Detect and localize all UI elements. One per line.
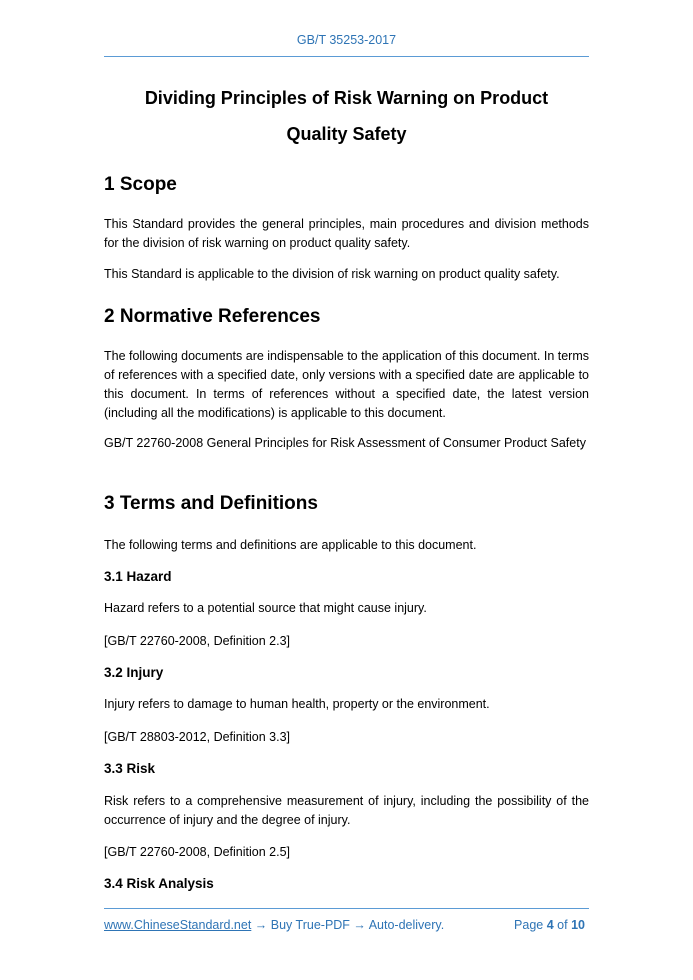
term-definition-injury: Injury refers to damage to human health, property or the environment. [104,697,490,711]
scope-paragraph-1: This Standard provides the general principles, main procedures and division methods for the division of risk warning on product quality safety. [104,217,589,250]
term-definition-risk: Risk refers to a comprehensive measurement of injury, including the possibility of the occurrence of injury and the degree of injury. [104,794,589,827]
normative-paragraph-1: The following documents are indispensable to the application of this document. In terms of references with a specified date, only versions with a specified date are applicable to this document. In terms of references without a specified date, the latest version (including all the modifications) is applicable to this document. [104,349,589,420]
page-number [514,918,585,932]
term-reference-risk: [GB/T 22760-2008, Definition 2.5] [104,845,290,859]
terms-intro: The following terms and definitions are applicable to this document. [104,538,477,552]
section-heading-terms-definitions: 3 Terms and Definitions [104,493,318,514]
document-title-line-1: Dividing Principles of Risk Warning on Product [144,88,549,108]
website-link[interactable]: www.ChineseStandard.net [104,918,252,932]
term-reference-hazard: [GB/T 22760-2008, Definition 2.3] [104,634,290,648]
page-label: Page [514,918,544,932]
term-heading-hazard: 3.1 Hazard [104,569,172,584]
page-header-code: GB/T 35253-2017 [296,33,397,47]
term-heading-risk: 3.3 Risk [104,761,156,776]
page-total: 10 [571,918,585,932]
footer-promo [104,918,444,932]
term-heading-risk-analysis: 3.4 Risk Analysis [104,876,214,891]
section-heading-scope: 1 Scope [104,174,177,195]
page-of: of [557,918,568,932]
term-heading-injury: 3.2 Injury [104,665,164,680]
footer-promo-text: → Buy True-PDF → Auto-delivery. [251,918,445,932]
term-reference-injury: [GB/T 28803-2012, Definition 3.3] [104,730,290,744]
scope-paragraph-2: This Standard is applicable to the division of risk warning on product quality safety. [104,267,560,281]
term-definition-hazard: Hazard refers to a potential source that might cause injury. [104,601,427,615]
page-current: 4 [546,918,554,932]
document-title-line-2: Quality Safety [286,124,407,144]
header-divider [104,56,589,57]
section-heading-normative-references: 2 Normative References [104,306,321,327]
footer-divider [104,908,589,909]
normative-reference-item: GB/T 22760-2008 General Principles for Risk Assessment of Consumer Product Safety [104,436,586,450]
